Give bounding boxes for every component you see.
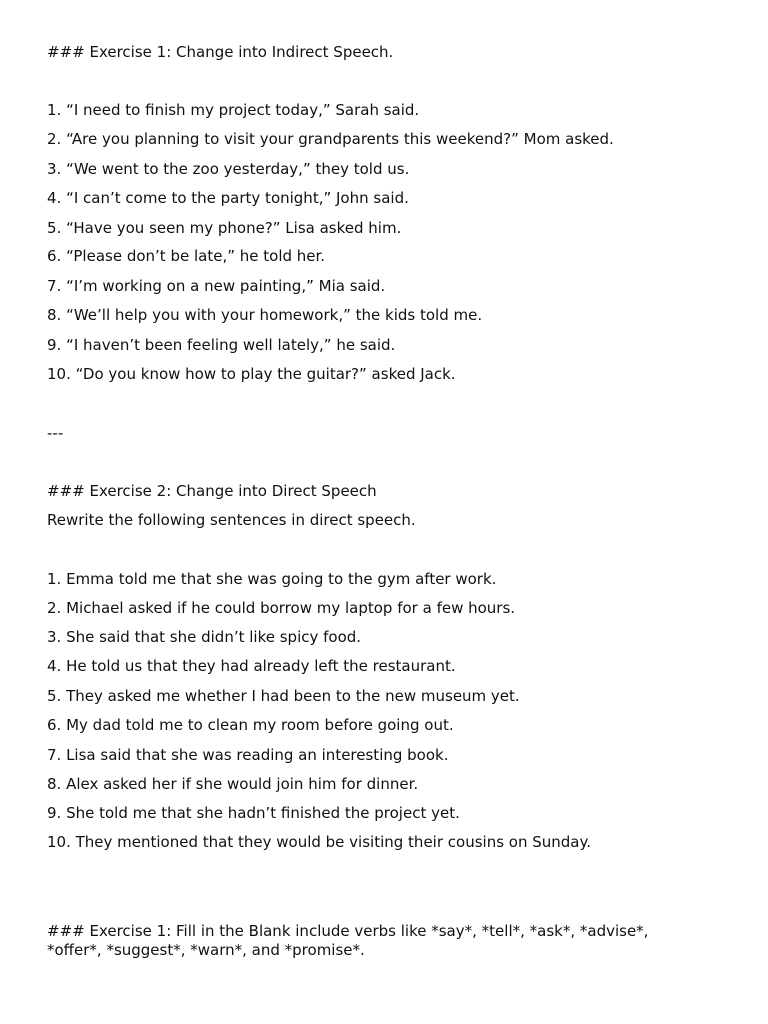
list-item: 2. “Are you planning to visit your grandparents this weekend?” Mom asked. bbox=[47, 130, 614, 148]
list-item: 7. Lisa said that she was reading an interesting book. bbox=[47, 746, 449, 764]
list-item: 7. “I’m working on a new painting,” Mia said. bbox=[47, 277, 386, 295]
list-item: 5. “Have you seen my phone?” Lisa asked him. bbox=[47, 219, 402, 237]
section-separator: --- bbox=[47, 424, 64, 442]
exercise-2-heading: ### Exercise 2: Change into Direct Speech bbox=[47, 482, 377, 500]
list-item: 1. “I need to finish my project today,” Sarah said. bbox=[47, 101, 420, 119]
exercise-3-heading: ### Exercise 1: Fill in the Blank include verbs like *say*, *tell*, *ask*, *advise*, *offer*, *suggest*, *warn*, and *promise*. bbox=[47, 922, 649, 959]
list-item: 4. “I can’t come to the party tonight,” John said. bbox=[47, 189, 409, 207]
list-item: 2. Michael asked if he could borrow my laptop for a few hours. bbox=[47, 599, 516, 617]
list-item: 3. She said that she didn’t like spicy food. bbox=[47, 628, 362, 646]
exercise-1-heading: ### Exercise 1: Change into Indirect Speech. bbox=[47, 43, 394, 61]
list-item: 3. “We went to the zoo yesterday,” they told us. bbox=[47, 160, 410, 178]
exercise-2-instruction: Rewrite the following sentences in direct speech. bbox=[47, 511, 416, 529]
list-item: 5. They asked me whether I had been to the new museum yet. bbox=[47, 687, 520, 705]
list-item: 9. She told me that she hadn’t finished the project yet. bbox=[47, 804, 460, 822]
list-item: 6. My dad told me to clean my room before going out. bbox=[47, 716, 454, 734]
list-item: 8. Alex asked her if she would join him for dinner. bbox=[47, 775, 419, 793]
list-item: 9. “I haven’t been feeling well lately,” he said. bbox=[47, 336, 396, 354]
list-item: 1. Emma told me that she was going to the gym after work. bbox=[47, 570, 497, 588]
list-item: 10. “Do you know how to play the guitar?” asked Jack. bbox=[47, 365, 456, 383]
list-item: 6. “Please don’t be late,” he told her. bbox=[47, 247, 326, 265]
list-item: 8. “We’ll help you with your homework,” the kids told me. bbox=[47, 306, 483, 324]
list-item: 4. He told us that they had already left the restaurant. bbox=[47, 657, 456, 675]
list-item: 10. They mentioned that they would be visiting their cousins on Sunday. bbox=[47, 833, 591, 851]
